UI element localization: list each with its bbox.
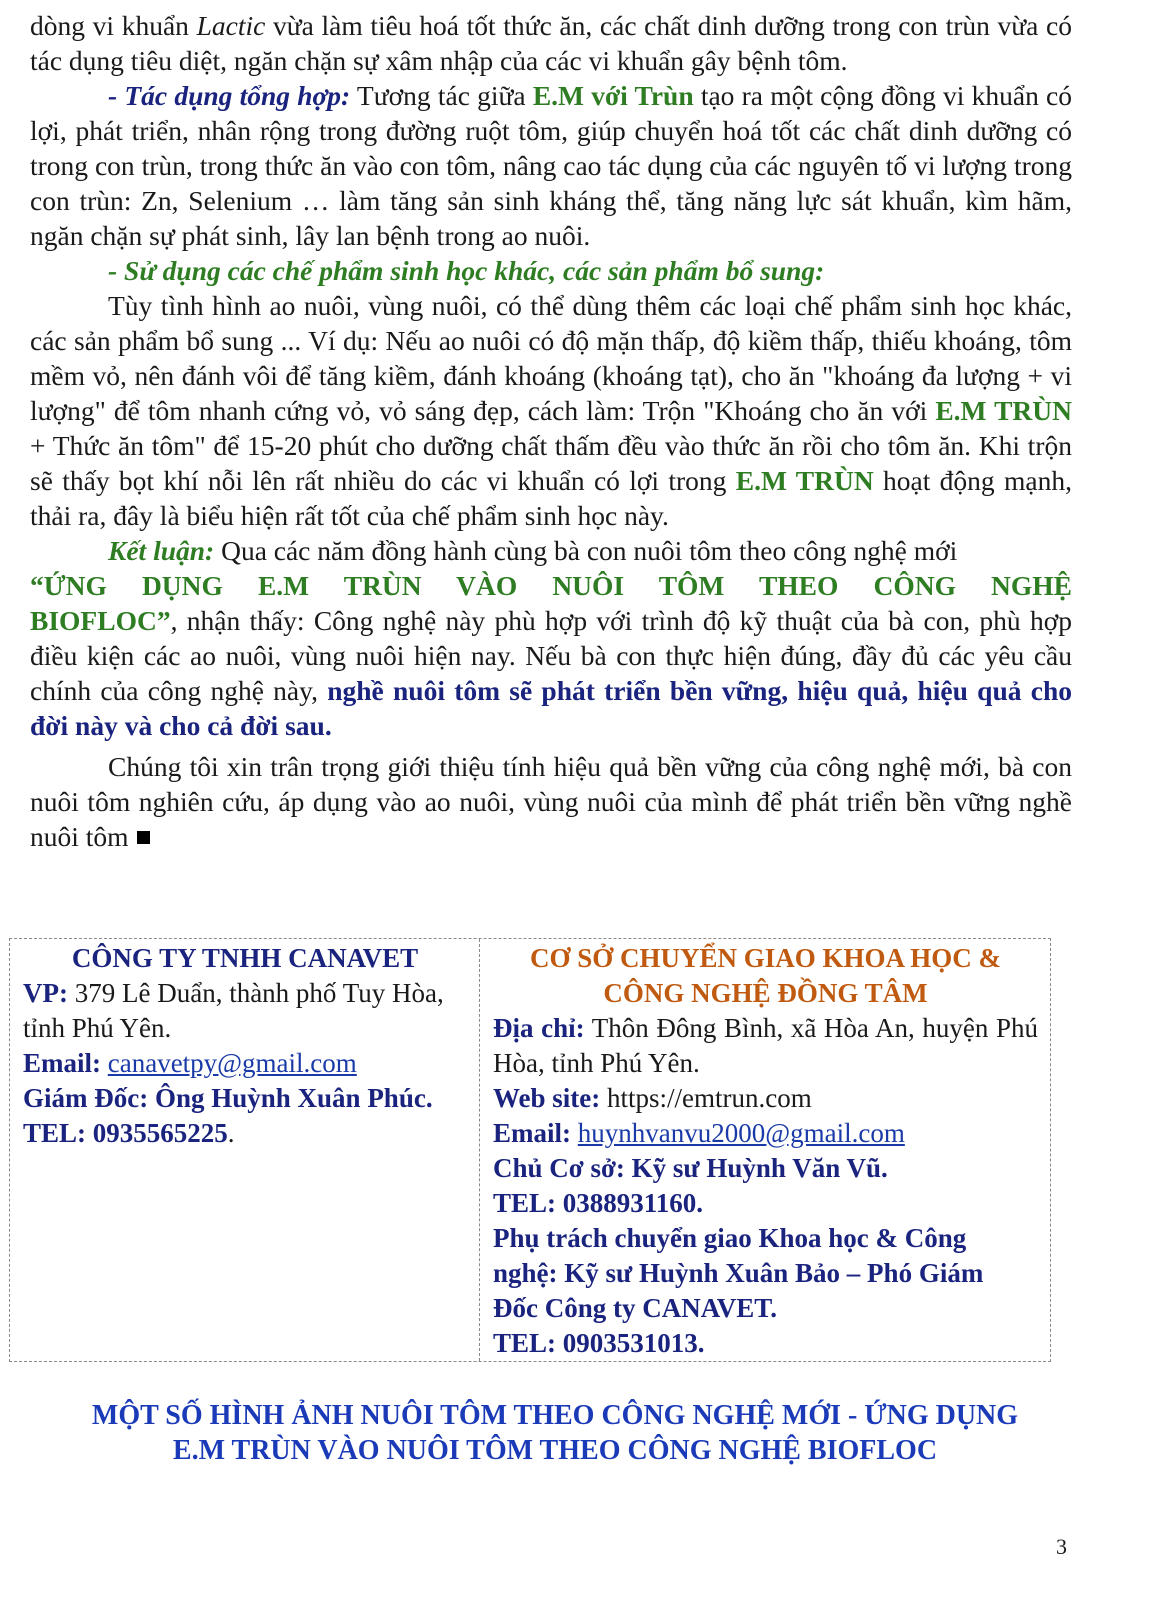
highlight-text: nghề nuôi tôm sẽ phát triển bền vững, hiệu quả, hiệu quả cho đời này và cho cả đời sau. <box>30 675 1072 741</box>
email-link[interactable]: canavetpy@gmail.com <box>107 1048 357 1078</box>
text: + Thức ăn tôm" để 15-20 phút cho dưỡng chất thấm đều vào thức ăn rồi cho tôm ăn. Khi trộn sẽ thấy bọt khí nỗi lên rất nhiều do các vi khuẩn có lợi trong <box>30 430 1072 496</box>
product-name: E.M TRÙN <box>735 465 874 496</box>
website-row <box>493 1081 1038 1116</box>
text: Qua các năm đồng hành cùng bà con nuôi tôm theo công nghệ mới <box>214 535 958 566</box>
caption-line: MỘT SỐ HÌNH ẢNH NUÔI TÔM THEO CÔNG NGHỆ MỚI - ỨNG DỤNG <box>91 1400 1019 1431</box>
contact-table <box>9 938 1051 1362</box>
email-row <box>493 1116 1038 1151</box>
org-name: CÔNG NGHỆ ĐỒNG TÂM <box>603 978 928 1008</box>
paragraph-conclusion <box>30 603 1072 743</box>
product-name: E.M TRÙN <box>935 395 1072 426</box>
lactic-term: Lactic <box>196 10 266 41</box>
tel: TEL: 0388931160. <box>493 1188 704 1218</box>
owner: Chủ Cơ sở: Kỹ sư Huỳnh Văn Vũ. <box>493 1153 888 1183</box>
text: Tùy tình hình ao nuôi, vùng nuôi, có thể dùng thêm các loại chế phẩm sinh học khác, các sản phẩm bổ sung ... Ví dụ: Nếu ao nuôi có độ mặn thấp, độ kiềm thấp, thiếu khoáng, tôm mềm vỏ, nên đánh vôi để tăng kiềm, đánh khoáng (khoáng tạt), cho ăn "khoáng đa lượng + vi lượng" để tôm nhanh cứng vỏ, vỏ sáng đẹp, cách làm: Trộn "Khoáng cho ăn với <box>30 290 1072 426</box>
article-body <box>30 8 1072 854</box>
tel: TEL: 0903531013. <box>493 1328 705 1358</box>
canavet-contact-box <box>10 939 480 1361</box>
text: Chúng tôi xin trân trọng giới thiệu tính hiệu quả bền vững của công nghệ mới, bà con nuôi tôm nghiên cứu, áp dụng vào ao nuôi, vùng nuôi của mình để phát triển bền vững nghề nuôi tôm <box>30 751 1072 852</box>
charge-person: Đốc Công ty CANAVET. <box>493 1293 778 1323</box>
office-address <box>23 976 467 1046</box>
paragraph-lactic <box>30 8 1072 78</box>
value: Thôn Đông Bình, xã Hòa An, huyện Phú Hòa, tỉnh Phú Yên. <box>493 1013 1038 1078</box>
page-number: 3 <box>1056 1534 1067 1559</box>
section-heading-biological: - Sử dụng các chế phẩm sinh học khác, các sản phẩm bổ sung: <box>108 255 825 286</box>
paragraph-closing <box>30 749 1072 854</box>
text: vừa làm tiêu hoá tốt thức ăn, các chất dinh dưỡng trong con trùn vừa có tác dụng tiêu diệt, ngăn chặn sự xâm nhập của các vi khuẩn gây bệnh tôm. <box>30 10 1072 76</box>
email-row <box>23 1046 467 1081</box>
text: tạo ra một cộng đồng vi khuẩn có lợi, phát triển, nhân rộng trong đường ruột tôm, giúp chuyển hoá tốt các chất dinh dưỡng có trong con trùn, trong thức ăn vào con tôm, nâng cao tác dụng của các nguyên tố vi lượng trong con trùn: Zn, Selenium … làm tăng sản sinh kháng thể, tăng năng lực sát khuẩn, kìm hãm, ngăn chặn sự phát sinh, lây lan bệnh trong ao nuôi. <box>30 80 1072 251</box>
director: Giám Đốc: Ông Huỳnh Xuân Phúc. <box>23 1083 433 1113</box>
image-caption <box>0 1398 1110 1468</box>
charge-person: Phụ trách chuyển giao Khoa học & Công <box>493 1223 967 1253</box>
label: VP: <box>23 978 68 1008</box>
tel: TEL: 0935565225 <box>23 1118 228 1148</box>
label: Web site: <box>493 1083 601 1113</box>
address-row <box>493 1011 1038 1081</box>
email-link[interactable]: huynhvanvu2000@gmail.com <box>577 1118 905 1148</box>
website-link[interactable]: https://emtrun.com <box>600 1083 812 1113</box>
paragraph-conclusion-intro <box>30 533 1072 568</box>
company-name: CÔNG TY TNHH CANAVET <box>71 943 419 973</box>
paragraph-combined-effect <box>30 78 1072 253</box>
charge-person: nghệ: Kỹ sư Huỳnh Xuân Bảo – Phó Giám <box>493 1258 984 1288</box>
text: hoạt động mạnh, thải ra, đây là biểu hiện rất tốt của chế phẩm sinh học này. <box>30 465 1072 531</box>
text: Tương tác giữa <box>350 80 533 111</box>
dongtam-contact-box <box>480 939 1050 1361</box>
paragraph-biological <box>30 288 1072 533</box>
text: . <box>227 1118 235 1148</box>
label: Email: <box>23 1048 101 1078</box>
text: dòng vi khuẩn <box>30 10 197 41</box>
conclusion-heading: Kết luận: <box>108 535 215 566</box>
label: Email: <box>493 1118 571 1148</box>
caption-line: E.M TRÙN VÀO NUÔI TÔM THEO CÔNG NGHỆ BIOFLOC <box>172 1435 938 1466</box>
end-square-icon <box>137 831 150 844</box>
label: Địa chỉ: <box>493 1013 585 1043</box>
technology-title-end: BIOFLOC” <box>30 605 171 636</box>
text: , nhận thấy: Công nghệ này phù hợp với trình độ kỹ thuật của bà con, phù hợp điều kiện các ao nuôi, vùng nuôi hiện nay. Nếu bà con thực hiện đúng, đầy đủ các yêu cầu chính của công nghệ này, <box>30 605 1072 706</box>
value: 379 Lê Duẩn, thành phố Tuy Hòa, tỉnh Phú Yên. <box>23 978 444 1043</box>
section-heading: - Tác dụng tổng hợp: <box>108 80 351 111</box>
tel-row <box>23 1116 467 1151</box>
product-name: E.M với Trùn <box>532 80 694 111</box>
org-name: CƠ SỞ CHUYỂN GIAO KHOA HỌC & <box>529 943 1002 973</box>
technology-title: “ỨNG DỤNG E.M TRÙN VÀO NUÔI TÔM THEO CÔNG NGHỆ <box>30 570 1072 601</box>
